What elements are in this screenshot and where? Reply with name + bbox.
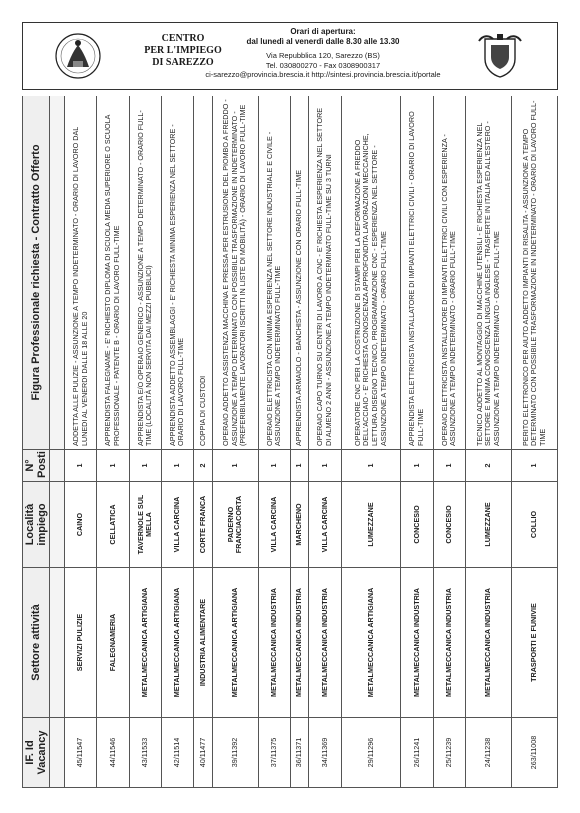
location-cell: PADERNO FRANCIACORTA (212, 482, 258, 568)
posts-cell: 1 (97, 450, 129, 482)
description-cell: APPRENDISTA ADDETTO ASSEMBLAGGI - E' RICHIESTA MINIMA ESPERIENZA NEL SETTORE - ORARIO DI LAVORO FULL-TIME (161, 96, 193, 450)
table-row (401, 96, 433, 788)
description-cell: PERITO ELETTRONICO PER AIUTO ADDETTO IMPIANTI DI RISALITA - ASSUNZIONE A TEMPO DETERMINATO CON POSSIBILE TRASFORMAZIONE IN INDETERMINATO - ORARIO DI LAVORO FULL-TIME (511, 96, 557, 450)
table-row (212, 96, 258, 788)
location-cell: VILLA CARCINA (258, 482, 290, 568)
location-cell: COLLIO (511, 482, 557, 568)
location-cell: CONCESIO (433, 482, 465, 568)
description-cell: TECNICO ADDETTO AL MONTAGGIO DI MACCHINE UTENSILI - E' RICHIESTA ESPERIENZA NEL SETTORE E MINIMA CONOSCENZA LINGUA INGLESE - TRASFERTE IN ITALIA ED ALL'ESTERO - ASSUNZIONE A TEMPO INDETERMINATO - ORARIO FULL-TIME (465, 96, 511, 450)
table-row (290, 96, 309, 788)
table-area (22, 96, 558, 788)
location-cell: CAINO (65, 482, 97, 568)
sector-cell: METALMECCANICA INDUSTRIA (290, 568, 309, 718)
location-cell: CELLATICA (97, 482, 129, 568)
sector-cell: INDUSTRIA ALIMENTARE (194, 568, 213, 718)
description-cell: ADDETTA ALLE PULIZIE - ASSUNZIONE A TEMPO INDETERMINATO - ORARIO DI LAVORO DAL LUNEDI AL VENERDI DALLE 18 ALLE 20 (65, 96, 97, 450)
table-body (50, 96, 558, 788)
location-cell: LUMEZZANE (465, 482, 511, 568)
header-id-vacancy: IF. Id Vacancy (23, 718, 50, 788)
header-box (22, 22, 558, 90)
provincia-crest-icon (475, 31, 525, 81)
sector-cell: METALMECCANICA ARTIGIANA (129, 568, 161, 718)
posts-cell: 1 (212, 450, 258, 482)
description-cell: APPRENDISTA ELETTRICISTA INSTALLATORE DI IMPIANTI ELETTRICI CIVILI - ORARIO DI LAVORO FULL-TIME (401, 96, 433, 450)
posts-cell: 1 (511, 450, 557, 482)
table-row (341, 96, 401, 788)
posts-cell: 1 (290, 450, 309, 482)
sector-cell: SERVIZI PULIZIE (65, 568, 97, 718)
header-figura: Figura Professionale richiesta - Contratto Offerto (23, 96, 50, 450)
description-cell: OPERAIO ADDETTO ASSISTENZA MACCHINA E PRESSA PER ESTRUSIONE DEL PIOMBO A FREDDO - ASSUNZIONE A TEMPO DETERMINATO CON POSSIBILE TRASFORMAZIONE IN INDETERMINATO - (PREFERIBILMENTE LAVORATORI ISCRITTI IN LISTE DI MOBILITÀ) - ORARIO DI LAVORO FULL-TIME (212, 96, 258, 450)
location-cell: MARCHENO (290, 482, 309, 568)
description-cell: OPERAIO CAPO TURNO SU CENTRI DI LAVORO A CNC - E' RICHIESTA ESPERIENZA NEL SETTORE DI ALMENO 2 ANNI - ASSUNZIONE A TEMPO INDETERMINATO FULL-TIME SU 3 TURNI (309, 96, 341, 450)
table-row (161, 96, 193, 788)
document-page (22, 22, 558, 788)
vacancy-id-cell: 40/11477 (194, 718, 213, 788)
location-cell: VILLA CARCINA (309, 482, 341, 568)
table-row (511, 96, 557, 788)
description-cell: OPERATORE CNC PER LA COSTRUZIONE DI STAMPI PER LA DEFORMAZIONE A FREDDO DELL'ACCIAIO - E' RICHIESTA CONOSCENZA APPROFONDITA LAVORAZIONI MECCANICHE, LETTURA DISEGNO TECNICO, PROGRAMMAZIONE CNC - ESPERIENZA NEL SETTORE - ASSUNZIONE A TEMPO INDETERMINATO - ORARIO FULL-TIME (341, 96, 401, 450)
location-cell: VILLA CARCINA (161, 482, 193, 568)
vacancy-id-cell: 29/11296 (341, 718, 401, 788)
vacancy-id-cell: 26/11241 (401, 718, 433, 788)
table-header-row (23, 96, 50, 788)
vacancy-id-cell: 45/11547 (65, 718, 97, 788)
sector-cell: METALMECCANICA ARTIGIANA (161, 568, 193, 718)
vacancy-id-cell: 24/11238 (465, 718, 511, 788)
location-cell: LUMEZZANE (341, 482, 401, 568)
table-row (433, 96, 465, 788)
posts-cell: 1 (341, 450, 401, 482)
posts-cell: 1 (309, 450, 341, 482)
vacancy-id-cell: 34/11369 (309, 718, 341, 788)
sector-cell: METALMECCANICA INDUSTRIA (258, 568, 290, 718)
description-cell: OPERAIO ELETTRICISTA INSTALLATORE DI IMPIANTI ELETTRICI CIVILI CON ESPERIENZA - ASSUNZIONE A TEMPO INDETERMINATO - ORARIO FULL-TIME (433, 96, 465, 450)
sector-cell: TRASPORTI E FUNIVIE (511, 568, 557, 718)
contacts-text: ci-sarezzo@provincia.brescia.it http://sintesi.provincia.brescia.it/portale (205, 70, 441, 79)
office-name-line3: DI SAREZZO (152, 57, 214, 68)
hours-title: Orari di apertura: (290, 27, 356, 36)
table-row (194, 96, 213, 788)
address-text: Via Repubblica 120, Sarezzo (BS) (266, 51, 380, 60)
vacancy-table (22, 96, 558, 788)
sector-cell: METALMECCANICA INDUSTRIA (433, 568, 465, 718)
table-row (97, 96, 129, 788)
posts-cell: 1 (258, 450, 290, 482)
posts-cell: 2 (194, 450, 213, 482)
posts-cell: 1 (65, 450, 97, 482)
hours-text: dal lunedì al venerdì dalle 8.30 alle 13.30 (246, 36, 400, 46)
header-settore: Settore attività (23, 568, 50, 718)
vacancy-id-cell: 39/11392 (212, 718, 258, 788)
sector-cell: METALMECCANICA INDUSTRIA (309, 568, 341, 718)
vacancy-id-cell: 43/11533 (129, 718, 161, 788)
vacancy-id-cell: 44/11546 (97, 718, 129, 788)
table-row (65, 96, 97, 788)
sector-cell: METALMECCANICA ARTIGIANA (341, 568, 401, 718)
posts-cell: 1 (401, 450, 433, 482)
description-cell: APPRENDISTA E/O OPERAIO GENERICO - ASSUNZIONE A TEMPO DETERMINATO - ORARIO FULL-TIME (LOCALITÀ NON SERVITA DAI MEZZI PUBBLICI) (129, 96, 161, 450)
posts-cell: 1 (433, 450, 465, 482)
location-cell: TAVERNOLE SUL MELLA (129, 482, 161, 568)
description-cell: APPRENDISTA FALEGNAME - E' RICHIESTO DIPLOMA DI SCUOLA MEDIA SUPERIORE O SCUOLA PROFESSIONALE - PATENTE B - ORARIO DI LAVORO FULL-TIME (97, 96, 129, 450)
sector-cell: METALMECCANICA INDUSTRIA (465, 568, 511, 718)
table-row (258, 96, 290, 788)
location-cell: CORTE FRANCA (194, 482, 213, 568)
phone-text: Tel. 030800270 - Fax 0308900317 (265, 60, 381, 70)
office-name-line1: CENTRO (161, 33, 205, 44)
header-localita: Località impiego (23, 482, 50, 568)
description-cell: OPERAIO ELETTRICISTA CON MINIMA ESPERIENZA NEL SETTORE INDUSTRIALE E CIVILE - ASSUNZIONE A TEMPO INDETERMINATO FULL-TIME (258, 96, 290, 450)
vacancy-id-cell: 42/11514 (161, 718, 193, 788)
centro-impiego-logo-icon (53, 31, 103, 81)
vacancy-id-cell: 263/11008 (511, 718, 557, 788)
location-cell: CONCESIO (401, 482, 433, 568)
table-row (129, 96, 161, 788)
vacancy-id-cell: 36/11371 (290, 718, 309, 788)
vacancy-id-cell: 37/11375 (258, 718, 290, 788)
description-cell: COPPIA DI CUSTODI (194, 96, 213, 450)
office-info (203, 27, 443, 80)
posts-cell: 1 (129, 450, 161, 482)
sector-cell: METALMECCANICA INDUSTRIA (401, 568, 433, 718)
rotated-table-container (22, 96, 558, 788)
header-posti: N° Posti (23, 450, 50, 482)
sector-cell: FALEGNAMERIA (97, 568, 129, 718)
table-spacer-row (50, 96, 65, 788)
table-row (309, 96, 341, 788)
posts-cell: 2 (465, 450, 511, 482)
description-cell: APPRENDISTA ARMAIOLO - BANCHISTA - ASSUNZIONE CON ORARIO FULL-TIME (290, 96, 309, 450)
vacancy-id-cell: 25/11239 (433, 718, 465, 788)
posts-cell: 1 (161, 450, 193, 482)
office-name-line2: PER L'IMPIEGO (144, 45, 222, 56)
table-row (465, 96, 511, 788)
sector-cell: METALMECCANICA ARTIGIANA (212, 568, 258, 718)
